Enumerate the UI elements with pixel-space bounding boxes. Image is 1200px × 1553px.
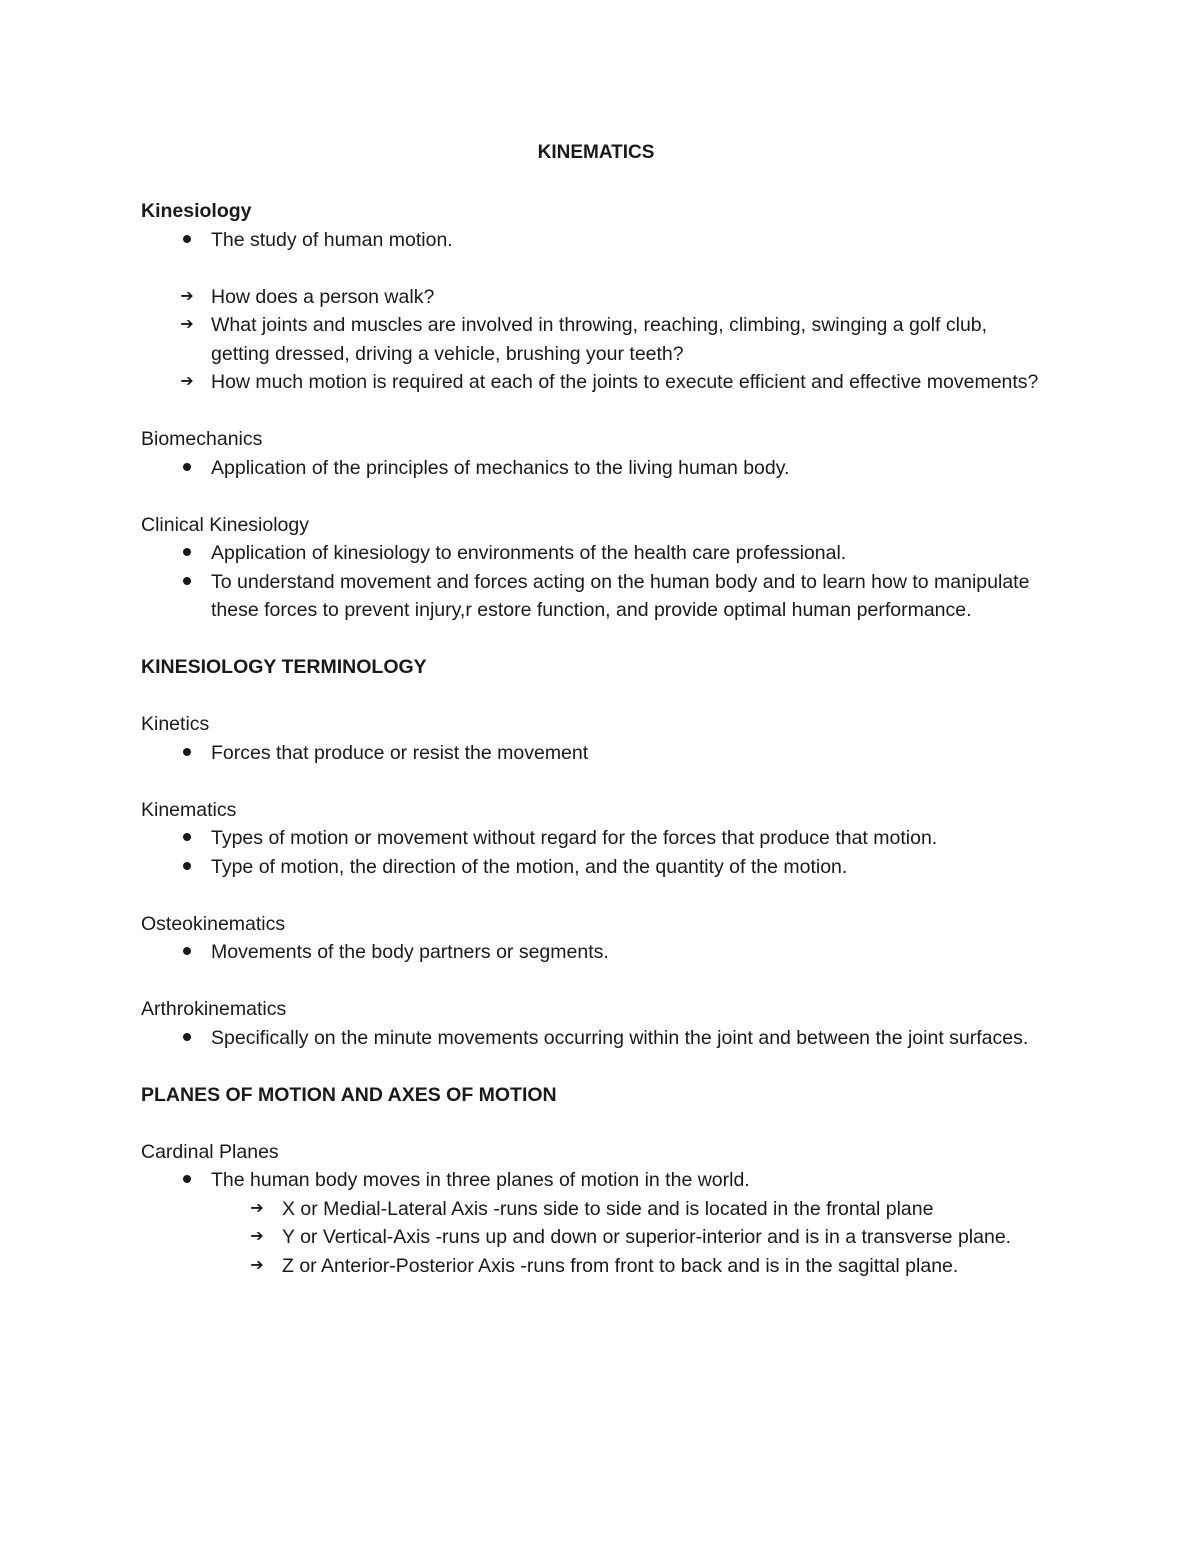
bullet-dot-icon: [177, 454, 197, 483]
bullet-item: Forces that produce or resist the movement: [141, 739, 1051, 768]
arrow-right-icon: ➔: [180, 287, 194, 305]
axis-item: ➔ Y or Vertical-Axis -runs up and down or superior-interior and is in a transverse plane.: [141, 1223, 1051, 1252]
section-arthrokinematics: [141, 995, 1051, 1052]
heading-arthrokinematics: Arthrokinematics: [141, 998, 287, 1020]
section-terminology-heading: [141, 653, 1051, 682]
section-cardinal-planes: [141, 1138, 1051, 1281]
bullet-dot-icon: [177, 1024, 197, 1053]
bullet-dot-icon: [177, 1166, 197, 1195]
heading-osteokinematics: Osteokinematics: [141, 912, 286, 935]
heading-clinical-kinesiology: Clinical Kinesiology: [141, 513, 309, 536]
bullet-item: Application of the principles of mechanics to the living human body.: [141, 454, 1051, 483]
bullet-item: The human body moves in three planes of motion in the world.: [141, 1166, 1051, 1195]
section-biomechanics: [141, 425, 1051, 482]
bullet-dot-icon: [177, 226, 197, 255]
section-kinematics: [141, 796, 1051, 882]
arrow-item: ➔ How much motion is required at each of the joints to execute efficient and effective movements?: [141, 368, 1051, 397]
heading-planes-of-motion: PLANES OF MOTION AND AXES OF MOTION: [141, 1083, 557, 1106]
section-planes-heading: [141, 1081, 1051, 1110]
heading-cardinal-planes: Cardinal Planes: [141, 1140, 279, 1163]
bullet-dot-icon: [177, 739, 197, 768]
bullet-dot-icon: [177, 853, 197, 882]
heading-kinesiology-terminology: KINESIOLOGY TERMINOLOGY: [141, 656, 427, 678]
arrow-right-icon: ➔: [250, 1228, 264, 1245]
section-kinesiology: [141, 197, 1051, 397]
axis-item: ➔ Z or Anterior-Posterior Axis -runs from front to back and is in the sagittal plane.: [141, 1252, 1051, 1281]
arrow-right-icon: ➔: [250, 1256, 264, 1274]
bullet-dot-icon: [177, 568, 197, 597]
arrow-item: ➔ What joints and muscles are involved in throwing, reaching, climbing, swinging a golf club, getting dressed, driving a vehicle, brushing your teeth?: [141, 311, 1051, 368]
heading-biomechanics: Biomechanics: [141, 428, 263, 450]
bullet-dot-icon: [177, 539, 197, 568]
arrow-right-icon: ➔: [180, 373, 194, 390]
heading-kinematics: Kinematics: [141, 798, 237, 821]
document-page: [141, 139, 1051, 1309]
heading-kinesiology: Kinesiology: [141, 200, 252, 222]
bullet-dot-icon: [177, 824, 197, 853]
bullet-dot-icon: [177, 938, 197, 967]
heading-kinetics: Kinetics: [141, 713, 210, 735]
bullet-item: To understand movement and forces acting on the human body and to learn how to manipulate these forces to prevent injury,r estore function, and provide optimal human performance.: [141, 568, 1051, 625]
arrow-right-icon: ➔: [250, 1199, 264, 1217]
document-title: KINEMATICS: [537, 142, 655, 163]
arrow-right-icon: ➔: [180, 316, 194, 333]
bullet-item: Specifically on the minute movements occurring within the joint and between the joint surfaces.: [141, 1024, 1051, 1053]
arrow-item: ➔ How does a person walk?: [141, 283, 1051, 312]
bullet-item: Types of motion or movement without regard for the forces that produce that motion.: [141, 824, 1051, 853]
section-clinical-kinesiology: [141, 511, 1051, 625]
bullet-item: Type of motion, the direction of the motion, and the quantity of the motion.: [141, 853, 1051, 882]
bullet-item: Movements of the body partners or segments.: [141, 938, 1051, 967]
axis-item: ➔ X or Medial-Lateral Axis -runs side to side and is located in the frontal plane: [141, 1195, 1051, 1224]
section-kinetics: [141, 710, 1051, 767]
section-osteokinematics: [141, 910, 1051, 967]
bullet-item: Application of kinesiology to environments of the health care professional.: [141, 539, 1051, 568]
bullet-item: The study of human motion.: [141, 226, 1051, 255]
